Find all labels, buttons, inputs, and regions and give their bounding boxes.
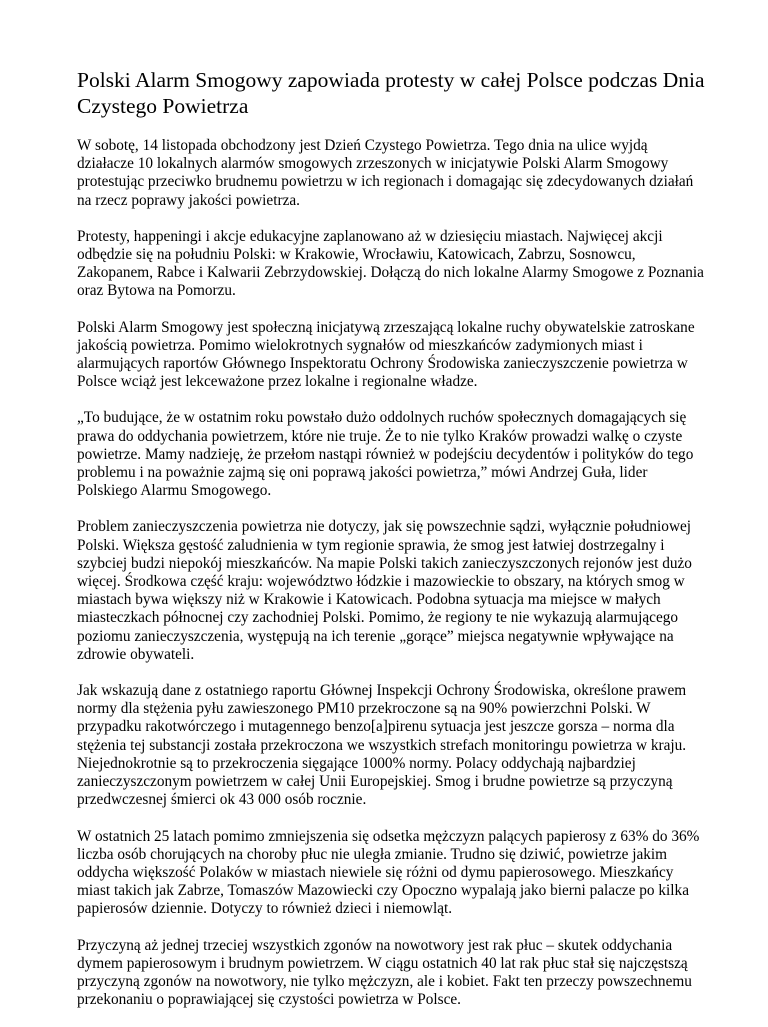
paragraph-8: Przyczyną aż jednej trzeciej wszystkich zgonów na nowotwory jest rak płuc – skutek oddychania dymem papierosowym i brudnym powietrzem. W ciągu ostatnich 40 lat rak płuc stał się najczęstszą przyczyną zgonów na nowotwory, nie tylko mężczyzn, ale i kobiet. Fakt ten przeczy powszechnemu przekonaniu o poprawiającej się czystości powietrza w Polsce. [77,936,692,1009]
paragraph-7: W ostatnich 25 latach pomimo zmniejszenia się odsetka mężczyzn palących papierosy z 63% do 36% liczba osób chorujących na choroby płuc nie uległa zmianie. Trudno się dziwić, powietrze jakim oddycha większość Polaków w miastach niewiele się różni od dymu papierosowego. Mieszkańcy miast takich jak Zabrze, Tomaszów Mazowiecki czy Opoczno wypalają jako bierni palacze po kilka papierosów dziennie. Dotyczy to również dzieci i niemowląt. [77,827,700,918]
paragraph-5: Problem zanieczyszczenia powietrza nie dotyczy, jak się powszechnie sądzi, wyłącznie południowej Polski. Większa gęstość zaludnienia w tym regionie sprawia, że smog jest łatwiej dostrzegalny i szybciej budzi niepokój mieszkańców. Na mapie Polski takich zanieczyszczonych rejonów jest dużo więcej. Środkowa część kraju: województwo łódzkie i mazowieckie to obszary, na których smog w miastach bywa większy niż w Krakowie i Katowicach. Podobna sytuacja ma miejsce w małych miasteczkach północnej czy zachodniej Polski. Pomimo, że regiony te nie wykazują alarmującego poziomu zanieczyszczenia, występują na ich terenie „gorące” miejsca negatywnie wpływające na zdrowie obywateli. [77,518,692,663]
paragraph-1: W sobotę, 14 listopada obchodzony jest Dzień Czystego Powietrza. Tego dnia na ulice wyjdą działacze 10 lokalnych alarmów smogowych zrzeszonych w inicjatywie Polski Alarm Smogowy protestując przeciwko brudnemu powietrzu w ich regionach i domagając się zdecydowanych działań na rzecz poprawy jakości powietrza. [77,137,694,209]
document-page [77,67,705,1027]
paragraph-4: „To budujące, że w ostatnim roku powstało dużo oddolnych ruchów społecznych domagających się prawa do oddychania powietrzem, które nie truje. Że to nie tylko Kraków prowadzi walkę o czyste powietrze. Mamy nadzieję, że przełom nastąpi również w podejściu decydentów i polityków do tego problemu i na poważnie zajmą się oni poprawą jakości powietrza,” mówi Andrzej Guła, lider Polskiego Alarmu Smogowego. [77,409,694,500]
paragraph-2: Protesty, happeningi i akcje edukacyjne zaplanowano aż w dziesięciu miastach. Najwięcej akcji odbędzie się na południu Polski: w Krakowie, Wrocławiu, Katowicach, Zabrzu, Sosnowcu, Zakopanem, Rabce i Kalwarii Zebrzydowskiej. Dołączą do nich lokalne Alarmy Smogowe z Poznania oraz Bytowa na Pomorzu. [77,227,704,300]
paragraph-3: Polski Alarm Smogowy jest społeczną inicjatywą zrzeszającą lokalne ruchy obywatelskie zatroskane jakością powietrza. Pomimo wielokrotnych sygnałów od mieszkańców zadymionych miast i alarmujących raportów Głównego Inspektoratu Ochrony Środowiska zanieczyszczenie powietrza w Polsce wciąż jest lekceważone przez lokalne i regionalne władze. [77,318,695,391]
article-title: Polski Alarm Smogowy zapowiada protesty w całej Polsce podczas Dnia Czystego Powietrza [77,68,705,118]
paragraph-6: Jak wskazują dane z ostatniego raportu Głównej Inspekcji Ochrony Środowiska, określone prawem normy dla stężenia pyłu zawieszonego PM10 przekroczone są na 90% powierzchni Polski. W przypadku rakotwórczego i mutagennego benzo[a]pirenu sytuacja jest jeszcze gorsza – norma dla stężenia tej substancji została przekroczona we wszystkich strefach monitoringu powietrza w kraju. Niejednokrotnie są to przekroczenia sięgające 1000% normy. Polacy oddychają najbardziej zanieczyszczonym powietrzem w całej Unii Europejskiej. Smog i brudne powietrze są przyczyną przedwczesnej śmierci ok 43 000 osób rocznie. [77,682,687,809]
